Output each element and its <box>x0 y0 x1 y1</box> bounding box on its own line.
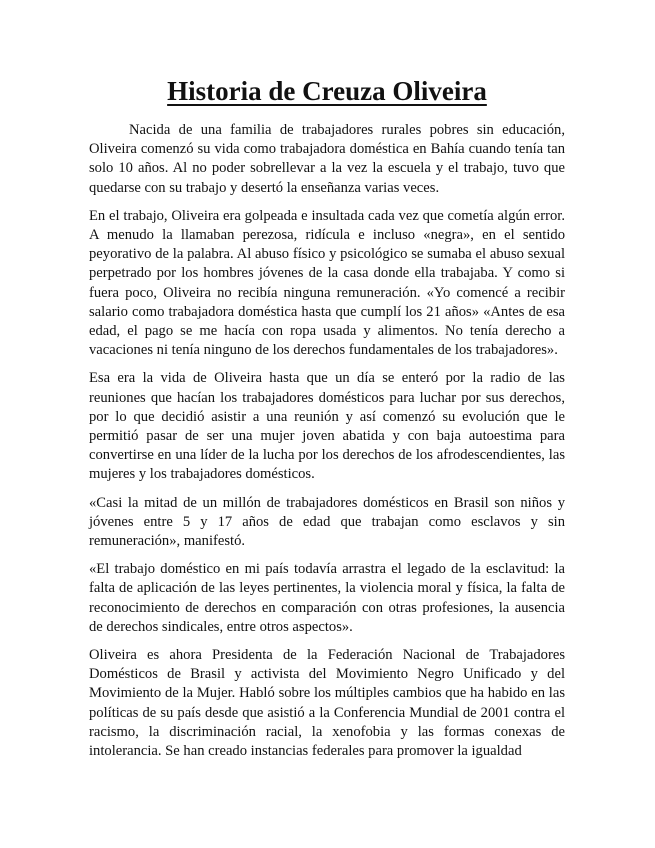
paragraph-5: «El trabajo doméstico en mi país todavía arrastra el legado de la esclavitud: la falta de aplicación de las leyes pertinentes, la violencia moral y física, la falta de reconocimiento de derechos en comparación con otras profesiones, la ausencia de derechos sindicales, entre otros aspectos». <box>89 561 565 635</box>
document-title: Historia de Creuza Oliveira <box>167 76 487 106</box>
paragraph-2: En el trabajo, Oliveira era golpeada e insultada cada vez que cometía algún error. A menudo la llamaban perezosa, ridícula e incluso «negra», en el sentido peyorativo de la palabra. Al abuso físico y psicológico se sumaba el abuso sexual perpetrado por los hombres jóvenes de la casa donde ella trabajaba. Y como si fuera poco, Oliveira no recibía ninguna remuneración. «Yo comencé a recibir salario como trabajadora doméstica hasta que cumplí los 21 años» «Antes de esa edad, el pago se me hacía con ropa usada y alimentos. No tenía derecho a vacaciones ni tenía ninguno de los derechos fundamentales de los trabajadores». <box>89 207 565 359</box>
paragraph-1: Nacida de una familia de trabajadores rurales pobres sin educación, Oliveira comenzó su vida como trabajadora doméstica en Bahía cuando tenía tan solo 10 años. Al no poder sobrellevar a la vez la escuela y el trabajo, tuvo que quedarse con su trabajo y desertó la enseñanza varias veces. <box>89 122 565 196</box>
document-page <box>89 74 565 770</box>
paragraph-6: Oliveira es ahora Presidenta de la Federación Nacional de Trabajadores Domésticos de Brasil y activista del Movimiento Negro Unificado y del Movimiento de la Mujer. Habló sobre los múltiples cambios que ha habido en las políticas de su país desde que asistió a la Conferencia Mundial de 2001 contra el racismo, la discriminación racial, la xenofobia y las formas conexas de intolerancia. Se han creado instancias federales para promover la igualdad <box>89 647 565 760</box>
paragraph-3: Esa era la vida de Oliveira hasta que un día se enteró por la radio de las reuniones que hacían los trabajadores domésticos para luchar por sus derechos, por lo que decidió asistir a una reunión y así comenzó su evolución que le permitió pasar de ser una mujer joven abatida y con baja autoestima para convertirse en una líder de la lucha por los derechos de los afrodescendientes, las mujeres y los trabajadores domésticos. <box>89 370 565 483</box>
paragraph-4: «Casi la mitad de un millón de trabajadores domésticos en Brasil son niños y jóvenes entre 5 y 17 años de edad que trabajan como esclavos y sin remuneración», manifestó. <box>89 494 565 550</box>
